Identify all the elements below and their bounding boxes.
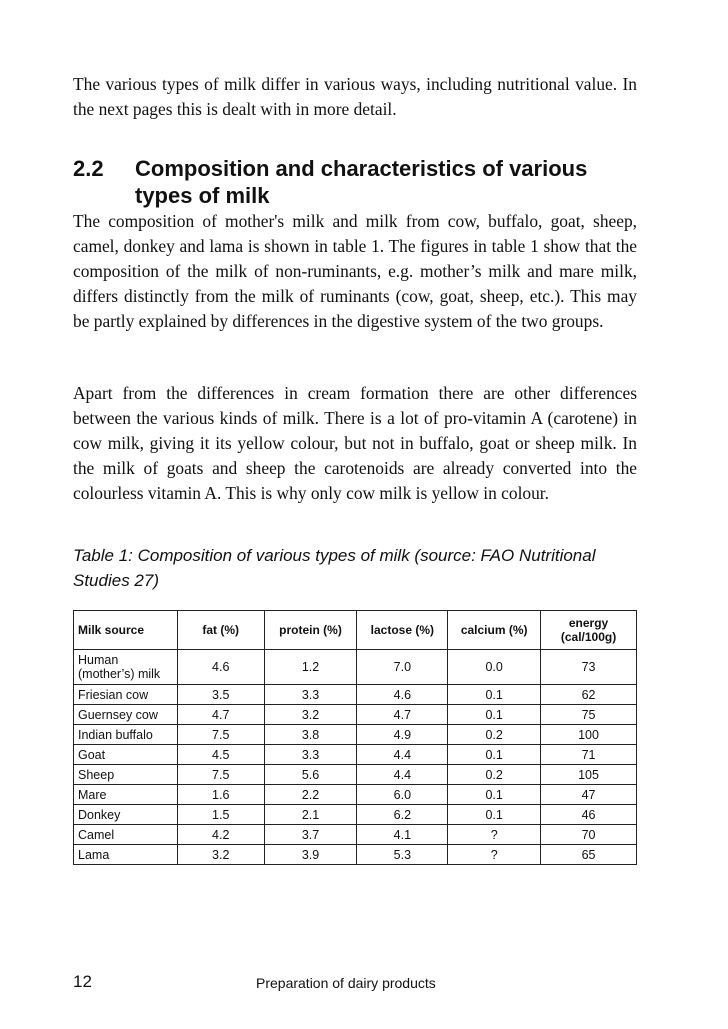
table-cell: 2.2	[264, 785, 357, 805]
body-paragraph-differences: Apart from the differences in cream formation there are other differences between the various kinds of milk. There is a lot of pro-vitamin A (carotene) in cow milk, giving it its yellow colour, but not in buffalo, goat or sheep milk. In the milk of goats and sheep the carotenoids are already converted into the colourless vitamin A. This is why only cow milk is yellow in colour.	[73, 383, 637, 503]
column-header: calcium (%)	[448, 611, 541, 650]
column-header: lactose (%)	[357, 611, 448, 650]
running-footer-title: Preparation of dairy products	[256, 975, 436, 991]
table-cell: 3.9	[264, 845, 357, 865]
table-cell: 73	[541, 650, 637, 685]
table-cell: 0.1	[448, 785, 541, 805]
table-cell: 3.2	[177, 845, 264, 865]
page-number: 12	[73, 972, 92, 991]
table-cell: 105	[541, 765, 637, 785]
table-cell: 4.4	[357, 745, 448, 765]
table-cell: Donkey	[74, 805, 178, 825]
table-cell: 4.4	[357, 765, 448, 785]
table-caption: Table 1: Composition of various types of milk (source: FAO Nutritional Studies 27)	[73, 546, 596, 590]
table-row	[74, 825, 637, 845]
table-cell: 2.1	[264, 805, 357, 825]
table-cell: 0.2	[448, 765, 541, 785]
table-cell: 0.1	[448, 745, 541, 765]
table-cell: Goat	[74, 745, 178, 765]
table-cell: 62	[541, 685, 637, 705]
column-header: protein (%)	[264, 611, 357, 650]
table-cell: 3.3	[264, 745, 357, 765]
table-cell: 4.5	[177, 745, 264, 765]
table-row	[74, 845, 637, 865]
table-cell: 3.2	[264, 705, 357, 725]
body-paragraph-composition: The composition of mother's milk and milk from cow, buffalo, goat, sheep, camel, donkey and lama is shown in table 1. The figures in table 1 show that the composition of the milk of non-ruminants, e.g. mother’s milk and mare milk, differs distinctly from the milk of ruminants (cow, goat, sheep, etc.). This may be partly explained by differences in the digestive system of the two groups.	[73, 211, 637, 331]
column-header: Milk source	[74, 611, 178, 650]
table-cell: 0.1	[448, 685, 541, 705]
table-row	[74, 685, 637, 705]
table-row	[74, 705, 637, 725]
section-number: 2.2	[73, 156, 104, 181]
table-row	[74, 725, 637, 745]
table-cell: 46	[541, 805, 637, 825]
table-cell: 3.8	[264, 725, 357, 745]
table-cell: Camel	[74, 825, 178, 845]
table-cell: 70	[541, 825, 637, 845]
table-cell: Guernsey cow	[74, 705, 178, 725]
table-cell: 4.9	[357, 725, 448, 745]
section-title: Composition and characteristics of various types of milk	[135, 156, 588, 208]
table-cell: 3.3	[264, 685, 357, 705]
table-cell: 5.6	[264, 765, 357, 785]
table-cell: 1.6	[177, 785, 264, 805]
table-row	[74, 765, 637, 785]
table-cell: ?	[448, 845, 541, 865]
table-cell: 7.0	[357, 650, 448, 685]
table-cell: 3.7	[264, 825, 357, 845]
table-row	[74, 650, 637, 685]
table-cell: 6.0	[357, 785, 448, 805]
table-cell: 47	[541, 785, 637, 805]
table-cell: Friesian cow	[74, 685, 178, 705]
table-cell: 4.6	[357, 685, 448, 705]
table-cell: 5.3	[357, 845, 448, 865]
table-cell: Indian buffalo	[74, 725, 178, 745]
table-cell: 4.2	[177, 825, 264, 845]
column-header: fat (%)	[177, 611, 264, 650]
table-cell: 3.5	[177, 685, 264, 705]
table-cell: 1.2	[264, 650, 357, 685]
table-cell: 4.7	[357, 705, 448, 725]
table-cell: 0.0	[448, 650, 541, 685]
table-cell: 4.6	[177, 650, 264, 685]
table-cell: ?	[448, 825, 541, 845]
table-cell: Sheep	[74, 765, 178, 785]
table-cell: 0.2	[448, 725, 541, 745]
table-row	[74, 785, 637, 805]
column-header: energy (cal/100g)	[541, 611, 637, 650]
table-header-row	[74, 611, 637, 650]
table-cell: Mare	[74, 785, 178, 805]
table-cell: Human (mother’s) milk	[74, 650, 178, 685]
intro-paragraph: The various types of milk differ in various ways, including nutritional value. In the next pages this is dealt with in more detail.	[73, 74, 637, 119]
table-cell: 75	[541, 705, 637, 725]
table-cell: 0.1	[448, 705, 541, 725]
table-cell: 4.1	[357, 825, 448, 845]
table-cell: 100	[541, 725, 637, 745]
table-cell: Lama	[74, 845, 178, 865]
table-cell: 6.2	[357, 805, 448, 825]
table-cell: 1.5	[177, 805, 264, 825]
table-cell: 0.1	[448, 805, 541, 825]
table-cell: 7.5	[177, 725, 264, 745]
table-cell: 4.7	[177, 705, 264, 725]
table-cell: 71	[541, 745, 637, 765]
table-cell: 65	[541, 845, 637, 865]
table-row	[74, 745, 637, 765]
table-cell: 7.5	[177, 765, 264, 785]
table-row	[74, 805, 637, 825]
milk-composition-table	[73, 610, 637, 865]
